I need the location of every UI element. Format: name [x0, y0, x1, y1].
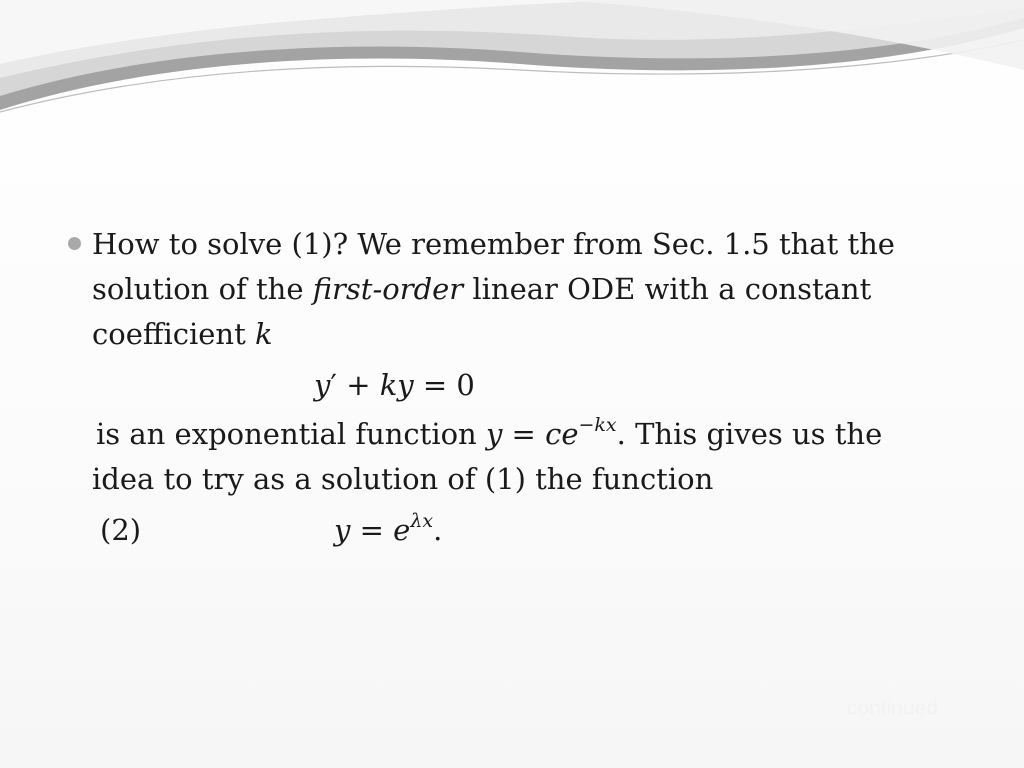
eq2-e: e	[393, 513, 411, 547]
slide-body	[62, 222, 962, 553]
text-idea-to-try: idea to try as a solution of (1) the function	[92, 462, 714, 496]
text-line-5	[92, 457, 962, 502]
text-exponential-function: is an exponential function	[96, 417, 486, 451]
eq2-equals: =	[350, 513, 394, 547]
eq2-number: (2)	[100, 513, 142, 547]
eq1-y: y	[314, 368, 331, 402]
text-line-3	[92, 312, 962, 357]
eq1-rhs: = 0	[413, 368, 475, 402]
equation-2	[92, 508, 962, 553]
bullet-paragraph	[62, 222, 962, 553]
eq1-prime-plus: ′ +	[330, 368, 380, 402]
text-solution-of: solution of the	[92, 272, 313, 306]
text-coefficient: coefficient	[92, 317, 255, 351]
text-exponent-minus-kx: −kx	[578, 414, 617, 437]
text-k: k	[254, 317, 273, 351]
text-equals: =	[502, 417, 546, 451]
eq2-y: y	[334, 513, 351, 547]
eq1-k: k	[379, 368, 398, 402]
text-linear-ode: linear ODE with a constant	[463, 272, 872, 306]
eq2-period: .	[433, 513, 443, 547]
text-first-order: first-order	[312, 272, 464, 306]
text-ce: ce	[545, 417, 579, 451]
text-line-1	[92, 222, 962, 267]
text-this-gives-us: . This gives us the	[616, 417, 883, 451]
header-wave-decoration	[0, 0, 1024, 130]
text-line-4	[92, 412, 962, 457]
eq1-y2: y	[397, 368, 414, 402]
bullet-dot-icon	[68, 237, 81, 250]
continued-link[interactable]: continued	[846, 697, 938, 720]
text-y: y	[485, 417, 503, 451]
text-how-to-solve: How to solve (1)? We remember from Sec. 1.5 that the	[92, 227, 895, 261]
equation-first-order	[92, 363, 962, 408]
text-line-2	[92, 267, 962, 312]
eq2-exponent-lambda-x: λx	[410, 510, 434, 533]
